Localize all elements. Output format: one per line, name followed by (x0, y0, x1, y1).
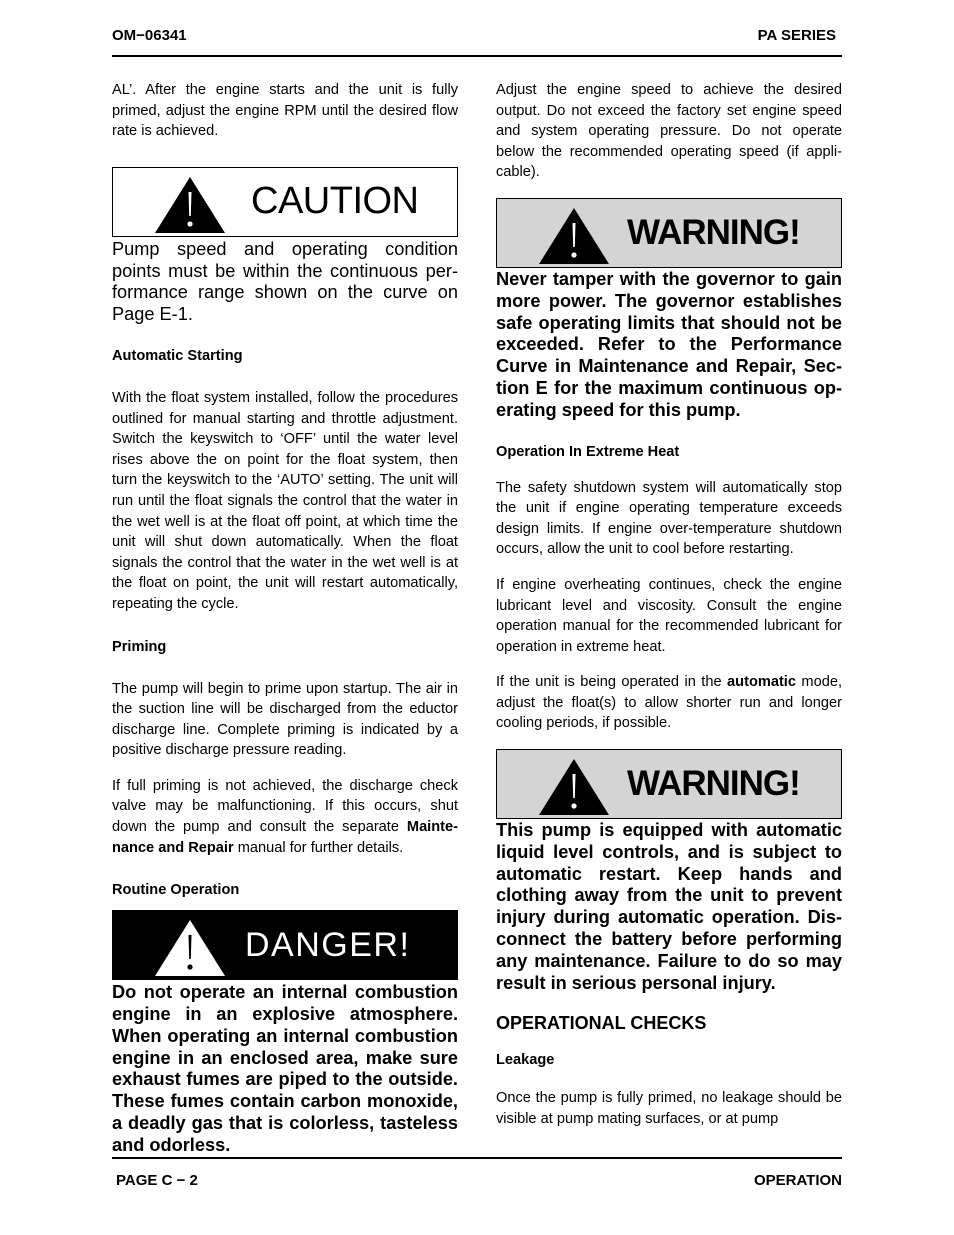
warning-label-2: WARNING! (627, 764, 800, 804)
extreme-heat-text-3-a: If the unit is being operated in the (496, 674, 728, 691)
priming-text-2-c: manual for further details. (233, 839, 404, 856)
heading-extreme-heat: Operation In Extreme Heat (496, 443, 680, 460)
caution-banner (112, 167, 458, 237)
warning-banner-2 (496, 749, 842, 819)
automatic-starting-text: With the float system installed, follow the procedures outlined for manual starting and throttle adjustment. Switch the keyswitch to ‘OFF’ until the water level rises above the on point for the float system, then turn the keyswitch to the ‘AUTO’ setting. The unit will run until the float signals the control that the water in the wet well is at the float off point, at which time the unit will shut down automatically. When the float signals the control that the water in the wet well is at the float on point, the unit will restart automatically, repeating the cycle. (112, 389, 458, 612)
right-column (496, 80, 842, 1145)
priming-text-2 (112, 776, 458, 858)
left-column (112, 80, 458, 1157)
heading-operational-checks: OPERATIONAL CHECKS (496, 1013, 707, 1034)
page-number: PAGE C − 2 (116, 1172, 198, 1189)
extreme-heat-text-3 (496, 672, 842, 734)
warning-triangle-icon (153, 175, 227, 235)
heading-automatic-starting: Automatic Starting (112, 347, 243, 364)
series-title: PA SERIES (757, 27, 836, 44)
heading-priming: Priming (112, 638, 167, 655)
warning-text-2: This pump is equipped with automatic liquid level controls, and is subject to automatic restart. Keep hands and clothing away from the unit to prevent injury during automatic operation. Disconnect the battery before performing any maintenance. Failure to do so may result in serious personal injury. (496, 820, 842, 993)
extreme-heat-text-1: The safety shutdown system will automatically stop the unit if engine operating temperature exceeds design limits. If engine over-temperature shutdown occurs, allow the unit to cool before restarting. (496, 479, 842, 558)
warning-banner-1 (496, 198, 842, 268)
leakage-text: Once the pump is fully primed, no leakage should be visible at pump mating surfaces, or at pump (496, 1090, 842, 1128)
priming-text-1: The pump will begin to prime upon startup. The air in the suction line will be discharged from the eductor discharge line. Complete priming is indicated by a positive discharge pressure reading. (112, 680, 458, 759)
caution-text: Pump speed and operating condition points must be within the continuous performance range shown on the curve on Page E-1. (112, 238, 458, 325)
extreme-heat-text-2: If engine overheating continues, check the engine lubricant level and viscosity. Consult the engine operation manual for the recommended lubricant for operation in extreme heat. (496, 576, 842, 655)
doc-id: OM−06341 (112, 27, 187, 44)
maintenance-repair-ref: Maintenance and Repair (112, 819, 458, 856)
heading-routine-operation: Routine Operation (112, 882, 240, 899)
warning-text-1: Never tamper with the governor to gain more power. The governor establishes safe operating limits that should not be exceeded. Refer to the Performance Curve in Maintenance and Repair, Section E for the maximum continuous operating speed for this pump. (496, 268, 842, 420)
header-rule (112, 55, 842, 57)
intro-paragraph: AL’. After the engine starts and the unit is fully primed, adjust the engine RPM until the desired flow rate is achieved. (112, 82, 458, 140)
section-name: OPERATION (753, 1172, 842, 1189)
heading-leakage: Leakage (496, 1052, 555, 1069)
danger-text: Do not operate an internal combustion engine in an explosive atmosphere. When operating an internal combustion engine in an enclosed area, make sure exhaust fumes are piped to the outside. These fumes contain carbon monoxide, a deadly gas that is colorless, tasteless and odorless. (112, 982, 458, 1155)
warning-triangle-icon (153, 918, 227, 978)
danger-label: DANGER! (245, 925, 411, 964)
warning-label-1: WARNING! (627, 212, 800, 252)
warning-triangle-icon (537, 206, 611, 266)
warning-triangle-icon (537, 757, 611, 817)
adjust-speed-paragraph: Adjust the engine speed to achieve the desired output. Do not exceed the factory set engine speed and system operating pressure. Do not operate below the recommended operating speed (if applicable). (496, 82, 842, 181)
footer-rule (112, 1157, 842, 1159)
priming-text-2-a: If full priming is not achieved, the discharge check valve may be malfunctioning. If this occurs, shut down the pump and consult the separate (112, 777, 458, 836)
danger-banner (112, 910, 458, 980)
automatic-mode-ref: automatic (727, 674, 796, 691)
caution-label: CAUTION (251, 180, 419, 223)
extreme-heat-text-3-c: mode, adjust the float(s) to allow shorter run and longer cooling periods, if possible. (496, 674, 842, 732)
